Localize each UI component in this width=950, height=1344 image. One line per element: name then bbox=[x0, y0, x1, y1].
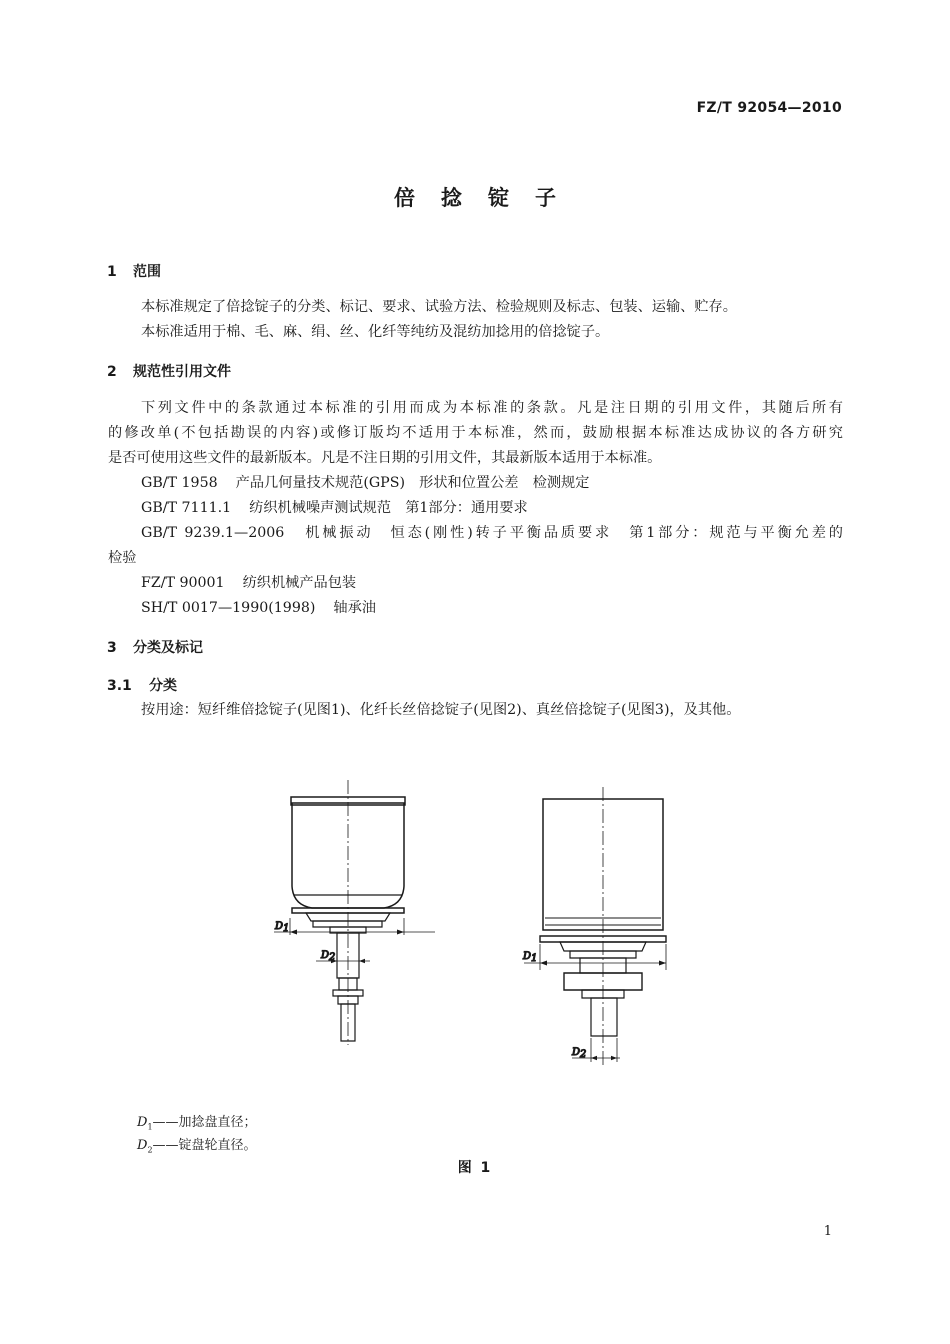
figure-legend-item bbox=[137, 1134, 257, 1155]
paragraph: 本标准适用于棉、毛、麻、绢、丝、化纤等纯纺及混纺加捻用的倍捻锭子。 bbox=[141, 324, 610, 340]
dimension-label-d2: D2 bbox=[321, 950, 336, 963]
section-title: 规范性引用文件 bbox=[133, 364, 231, 380]
reference-title: 产品几何量技术规范(GPS) 形状和位置公差 检测规定 bbox=[235, 475, 590, 491]
reference-code: SH/T 0017—1990(1998) bbox=[141, 600, 316, 616]
paragraph-line: 是否可使用这些文件的最新版本。凡是不注日期的引用文件，其最新版本适用于本标准。 bbox=[108, 450, 662, 466]
reference-continuation: 检验 bbox=[108, 550, 137, 566]
section-title: 范围 bbox=[133, 264, 161, 280]
reference-title: 纺织机械噪声测试规范 第1部分：通用要求 bbox=[249, 500, 528, 516]
paragraph-line: 下列文件中的条款通过本标准的引用而成为本标准的条款。凡是注日期的引用文件，其随后所有 bbox=[141, 400, 843, 416]
dimension-label-d1: D1 bbox=[275, 921, 290, 934]
figure-legend-item bbox=[137, 1111, 257, 1132]
section-number: 2 bbox=[107, 364, 117, 380]
reference-title: 机械振动 恒态(刚性)转子平衡品质要求 第1部分：规范与平衡允差的 bbox=[302, 525, 843, 541]
paragraph: 按用途：短纤维倍捻锭子(见图1)、化纤长丝倍捻锭子(见图2)、真丝倍捻锭子(见图3)，及其他。 bbox=[141, 702, 741, 718]
spindle-drawing-right bbox=[524, 787, 666, 1068]
reference-title: 轴承油 bbox=[333, 600, 376, 616]
paragraph-line: 的修改单(不包括勘误的内容)或修订版均不适用于本标准，然而，鼓励根据本标准达成协议的各方研究 bbox=[108, 425, 843, 441]
legend-subscript: 2 bbox=[147, 1145, 153, 1155]
section-number: 1 bbox=[107, 264, 117, 280]
reference-code: GB/T 1958 bbox=[141, 475, 218, 491]
reference-code: FZ/T 90001 bbox=[141, 575, 225, 591]
legend-text: ——加捻盘直径； bbox=[152, 1115, 257, 1130]
figure-caption: 图 1 bbox=[457, 1160, 493, 1176]
legend-symbol: D bbox=[137, 1115, 148, 1130]
legend-symbol: D bbox=[137, 1138, 148, 1153]
standard-number: FZ/T 92054—2010 bbox=[696, 100, 842, 116]
subsection-number: 3.1 bbox=[107, 678, 132, 694]
dimension-label-d2: D2 bbox=[572, 1047, 587, 1060]
spindle-drawing-left bbox=[274, 780, 435, 1045]
legend-subscript: 1 bbox=[147, 1122, 153, 1132]
subsection-title: 分类 bbox=[149, 678, 177, 694]
section-number: 3 bbox=[107, 640, 117, 656]
document-title: 倍捻锭子 bbox=[394, 186, 582, 210]
reference-title: 纺织机械产品包装 bbox=[242, 575, 357, 591]
paragraph: 本标准规定了倍捻锭子的分类、标记、要求、试验方法、检验规则及标志、包装、运输、贮存。 bbox=[141, 299, 737, 315]
legend-text: ——锭盘轮直径。 bbox=[152, 1138, 257, 1153]
reference-code: GB/T 9239.1—2006 bbox=[141, 525, 285, 541]
section-title: 分类及标记 bbox=[133, 640, 203, 656]
dimension-label-d1: D1 bbox=[523, 951, 538, 964]
page-number: 1 bbox=[823, 1224, 832, 1239]
reference-code: GB/T 7111.1 bbox=[141, 500, 232, 516]
